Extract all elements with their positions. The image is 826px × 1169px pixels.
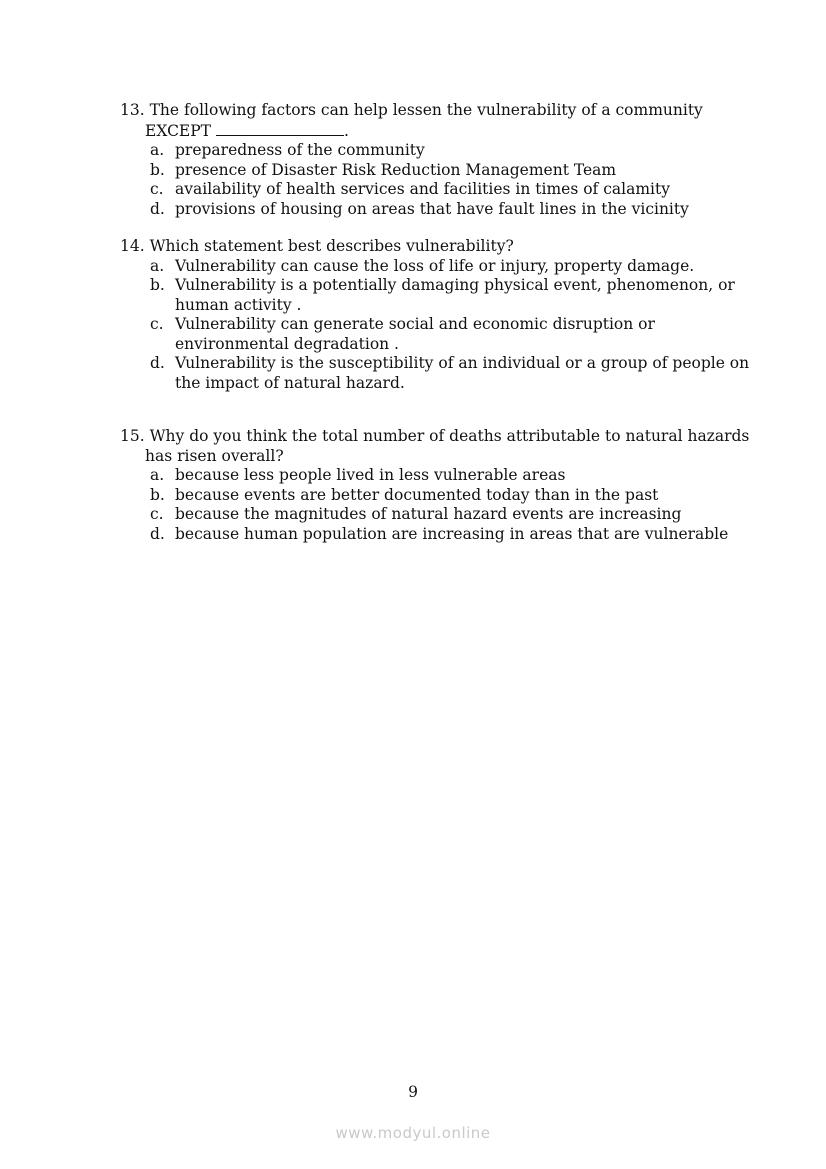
answer-options: [120, 257, 760, 394]
option-text: availability of health services and facilities in times of calamity: [175, 180, 670, 198]
option-c: [120, 180, 760, 200]
option-a: [120, 141, 760, 161]
question-stem: [120, 237, 760, 257]
option-letter: a.: [150, 256, 165, 275]
option-d: [120, 200, 760, 220]
watermark: www.modyul.online: [335, 1124, 491, 1142]
answer-options: [120, 466, 760, 544]
option-text: because less people lived in less vulnerable areas: [175, 466, 566, 484]
option-b: [120, 486, 760, 506]
option-text: presence of Disaster Risk Reduction Management Team: [175, 160, 617, 179]
option-d: [120, 525, 760, 545]
option-text: Vulnerability can cause the loss of life or injury, property damage.: [175, 256, 695, 275]
option-letter: c.: [150, 505, 164, 523]
option-letter: b.: [150, 160, 165, 179]
option-a: [120, 257, 760, 277]
option-text: Vulnerability is a potentially damaging physical event, phenomenon, or human activity .: [175, 276, 735, 314]
option-c: [120, 315, 760, 354]
option-letter: c.: [150, 180, 164, 198]
option-letter: c.: [150, 315, 164, 333]
option-text: because the magnitudes of natural hazard events are increasing: [175, 505, 682, 523]
question-13: [120, 101, 760, 219]
question-number: 13.: [120, 101, 145, 119]
question-text: Why do you think the total number of deaths attributable to natural hazards has risen overall?: [145, 427, 750, 465]
option-c: [120, 505, 760, 525]
question-text: The following factors can help lessen the vulnerability of a community: [149, 101, 703, 119]
question-14: [120, 237, 760, 393]
answer-blank: [216, 121, 344, 136]
option-text: because events are better documented today than in the past: [175, 485, 659, 504]
question-15: [120, 427, 760, 544]
option-b: [120, 161, 760, 181]
option-a: [120, 466, 760, 486]
option-d: [120, 354, 760, 393]
option-text: preparedness of the community: [175, 141, 425, 159]
question-stem: [120, 101, 760, 141]
option-text: Vulnerability is the susceptibility of an individual or a group of people on the impact of natural hazard.: [175, 354, 750, 392]
page-number: 9: [408, 1083, 418, 1101]
option-letter: a.: [150, 466, 165, 484]
option-letter: b.: [150, 276, 165, 294]
answer-options: [120, 141, 760, 219]
option-text: Vulnerability can generate social and economic disruption or environmental degradation .: [175, 315, 655, 353]
option-letter: a.: [150, 141, 165, 159]
option-b: [120, 276, 760, 315]
question-text-except: EXCEPT: [145, 121, 216, 140]
option-letter: b.: [150, 485, 165, 504]
option-letter: d.: [150, 354, 165, 372]
question-text-period: .: [343, 121, 349, 140]
question-number: 15.: [120, 427, 145, 445]
question-text: Which statement best describes vulnerability?: [149, 237, 514, 255]
option-letter: d.: [150, 524, 165, 543]
question-number: 14.: [120, 237, 145, 255]
question-stem: [120, 427, 760, 466]
option-text: provisions of housing on areas that have fault lines in the vicinity: [175, 199, 689, 218]
option-text: because human population are increasing in areas that are vulnerable: [175, 524, 729, 543]
option-letter: d.: [150, 199, 165, 218]
